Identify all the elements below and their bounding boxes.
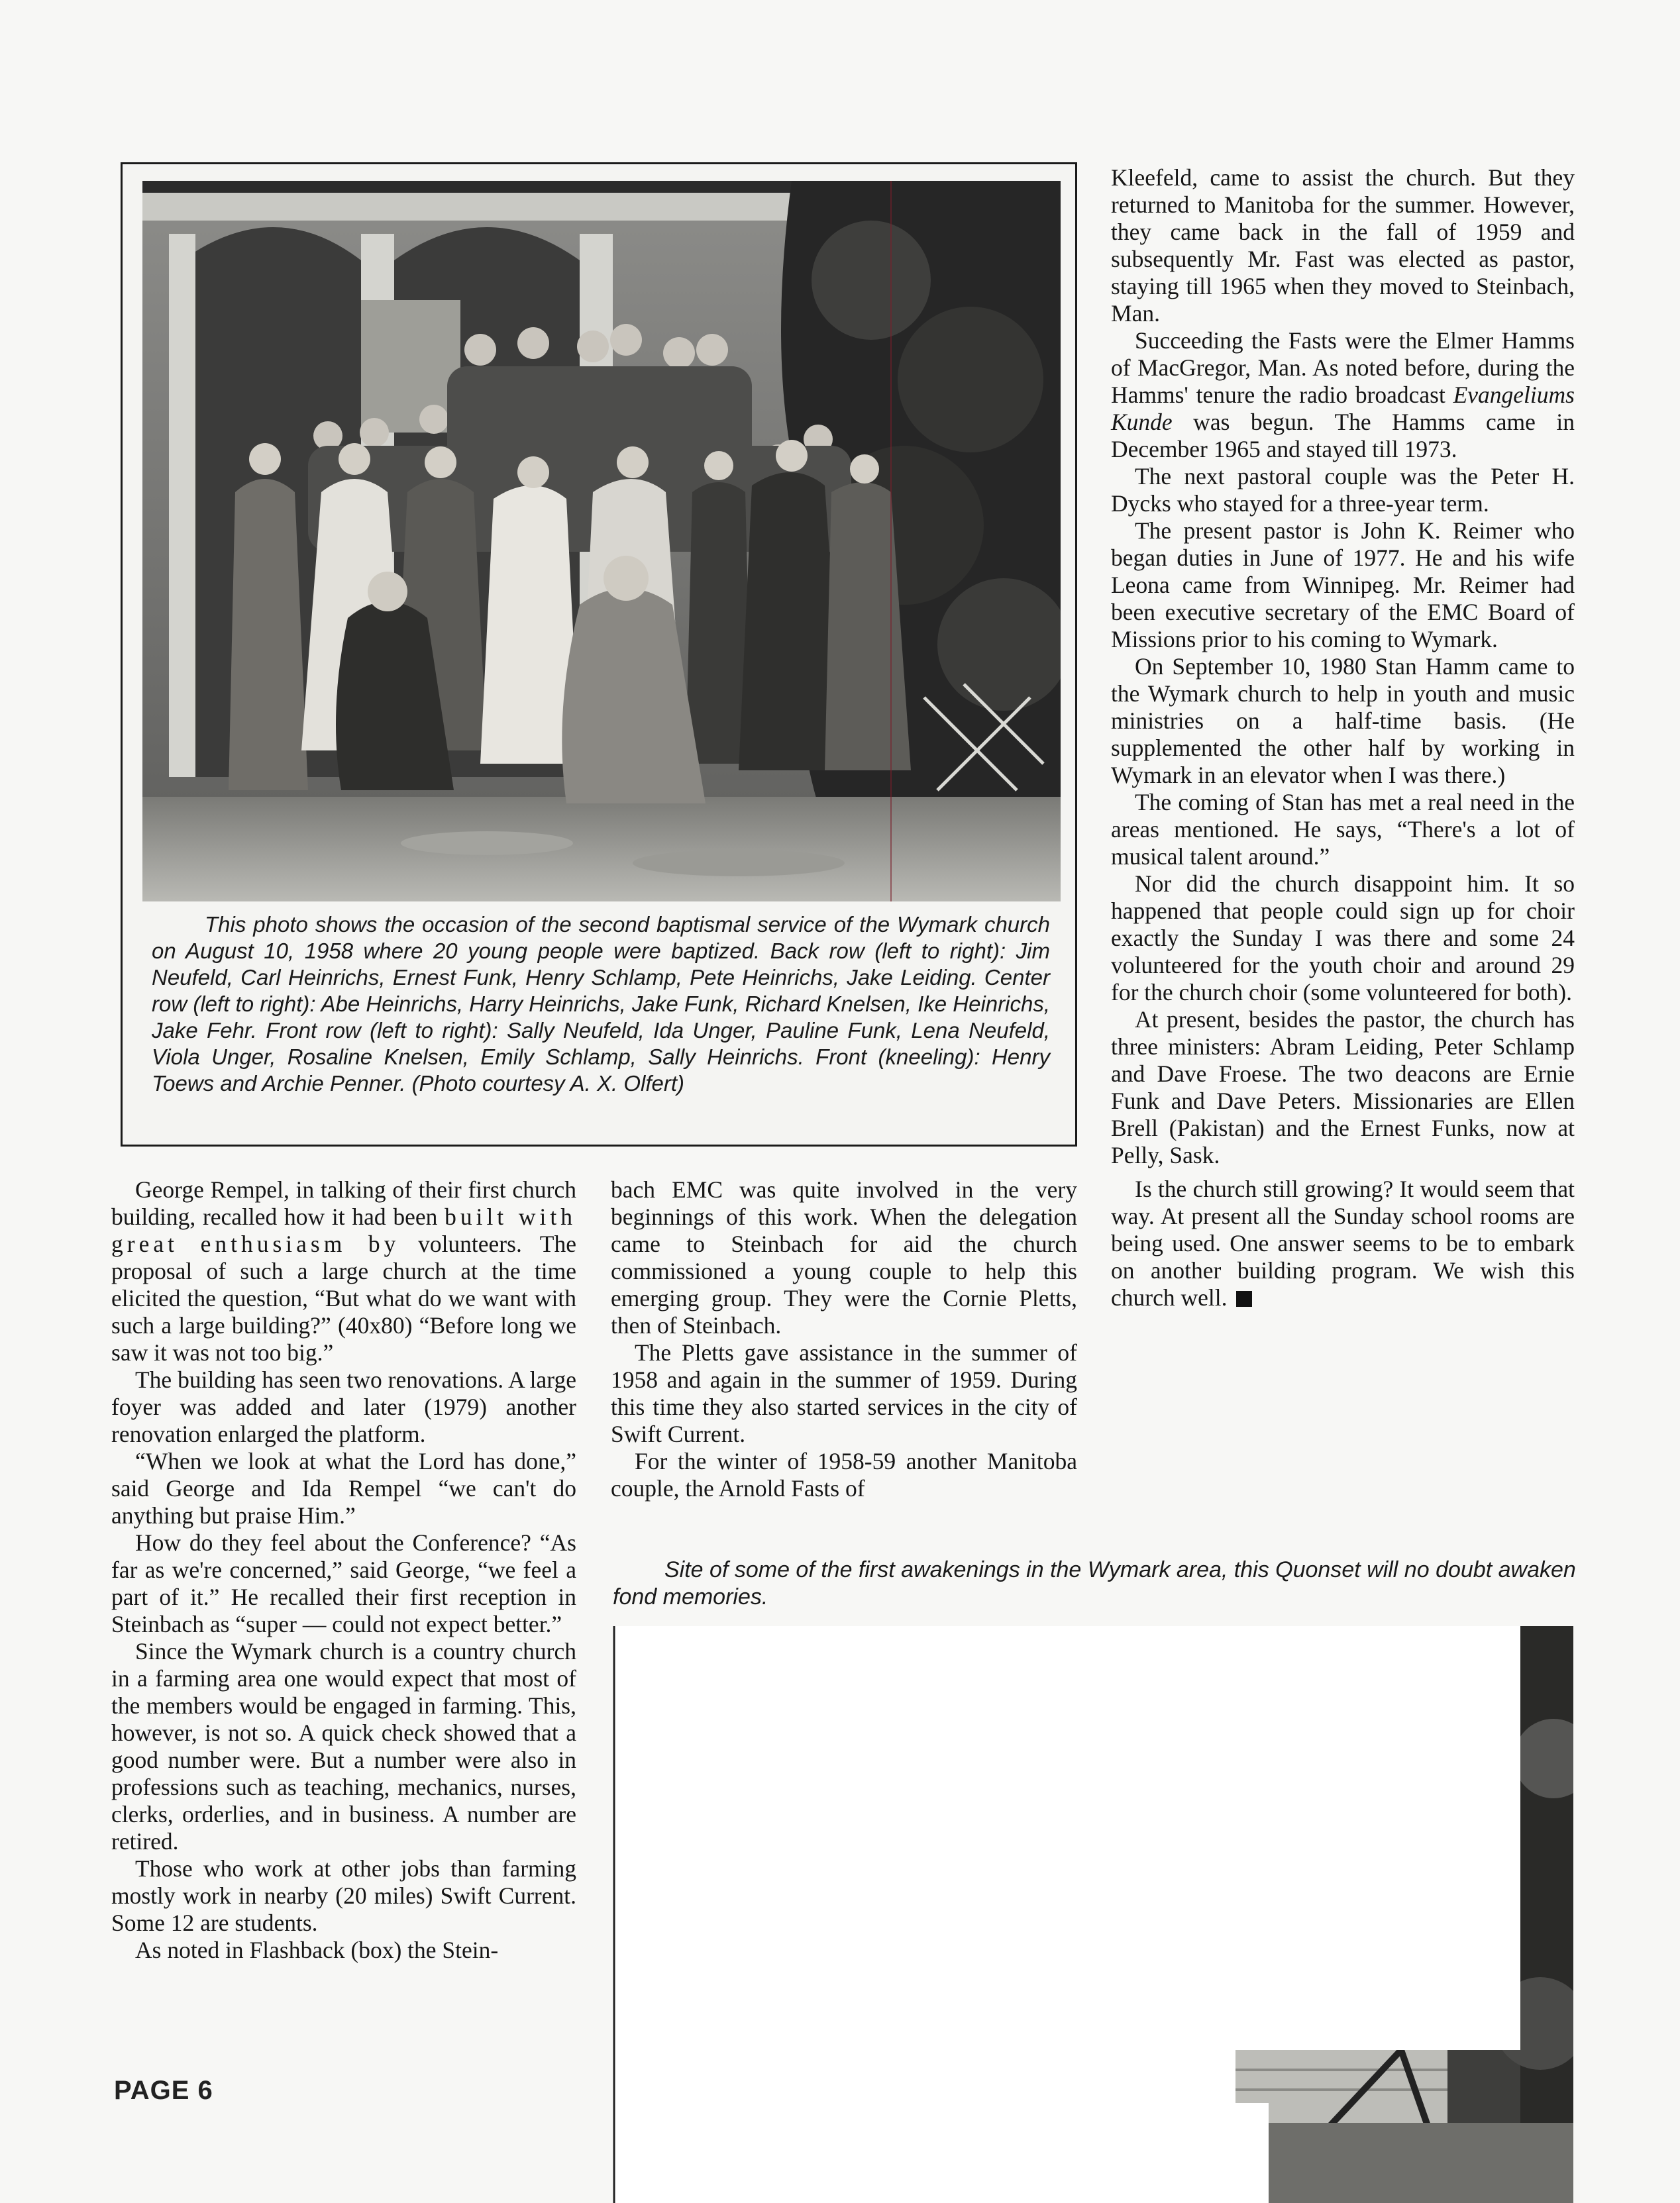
paragraph: As noted in Flashback (box) the Stein- [135, 1937, 499, 1963]
baptism-group-photo [142, 181, 1061, 901]
end-of-article-icon [1236, 1291, 1252, 1307]
right-column-text [1111, 164, 1575, 1311]
radio-broadcast-title: Evangeliums Kunde [1111, 382, 1575, 435]
paragraph: “When we look at what the Lord has done,” said George and Ida Rempel “we can't do anything but praise Him.” [111, 1448, 576, 1529]
text-run: Succeeding the Fasts were the Elmer Hamms of MacGregor, Man. As noted before, during the Hamms' tenure the radio broadcast [1111, 327, 1575, 408]
caption-rest: Wymark church on August 10, 1958 where 20 young people were baptized. Back row (left to right): Jim Neufeld, Carl Heinrichs, Ernest Funk, Henry Schlamp, Pete Heinrichs, Jake Leiding. Center row (left to right): Abe Heinrichs, Harry Heinrichs, Jake Funk, Richard Knelsen, Ike Heinrichs, Jake Fehr. Front row (left to right): Sally Neufeld, Ida Unger, Pauline Funk, Lena Neufeld, Viola Unger, Rosaline Knelsen, Emily Schlamp, Sally Heinrichs. Front (kneeling): Henry Toews and Archie Penner. (Photo courtesy A. X. Olfert) [152, 912, 1050, 1096]
paragraph: The Pletts gave assistance in the summer of 1958 and again in the summer of 1959. During this time they also started services in the city of Swift Current. [611, 1339, 1077, 1447]
text-run: Is the church still growing? It would seem that way. At present all the Sunday school rooms are being used. One answer seems to be to embark on another building program. We wish this church well. [1111, 1176, 1575, 1311]
paragraph: Nor did the church disappoint him. It so happened that people could sign up for choir exactly the Sunday I was there and some 24 volunteered for the youth choir and around 29 for the church choir (some volunteered for both). [1111, 870, 1575, 1005]
paragraph: How do they feel about the Conference? “As far as we're concerned,” said George, “we feel a part of it.” He recalled their first reception in Steinbach as “super — could not expect better.” [111, 1529, 576, 1637]
paragraph: Those who work at other jobs than farming mostly work in nearby (20 miles) Swift Current. Some 12 are students. [111, 1855, 576, 1936]
paragraph: The present pastor is John K. Reimer who began duties in June of 1977. He and his wife Leona came from Winnipeg. Mr. Reimer had been executive secretary of the EMC Board of Missions prior to his coming to Wymark. [1111, 517, 1575, 652]
paragraph: Kleefeld, came to assist the church. But they returned to Manitoba for the summer. However, they came back in the fall of 1959 and subsequently Mr. Fast was elected as pastor, staying till 1965 when they moved to Steinbach, Man. [1111, 164, 1575, 327]
baptism-photo-caption [152, 911, 1050, 1097]
paragraph: The next pastoral couple was the Peter H. Dycks who stayed for a three-year term. [1111, 463, 1575, 517]
paragraph: The building has seen two renovations. A large foyer was added and later (1979) another renovation enlarged the platform. [111, 1366, 576, 1447]
paragraph [111, 1176, 576, 1366]
text-run: volunteers. The proposal of such a large church at the time elicited the question, “But what do we want with such a large building?” (40x80) “Before long we saw it was not too big.” [111, 1231, 576, 1366]
paragraph [1111, 1176, 1575, 1311]
caption-lead: Site of some of the first awakenings in the Wymark area, this Quonset will no [664, 1557, 1430, 1582]
baptism-photo-figure [121, 162, 1077, 1147]
text-run: built with great enthusiasm by [111, 1204, 577, 1257]
left-column-text [111, 1176, 576, 1964]
middle-column-text [611, 1176, 1077, 1502]
paragraph: Since the Wymark church is a country church in a farming area one would expect that most of the members would be engaged in farming. This, however, is not so. A quick check showed that a good number were. But a number were also in professions such as teaching, mechanics, nurses, clerks, orderlies, and in business. A number are retired. [111, 1638, 576, 1855]
quonset-photo-caption [613, 1557, 1587, 1611]
text-run: George Rempel, in talking of their first church building, recalled how it had been [111, 1176, 576, 1230]
quonset-photo [613, 1626, 1573, 2203]
paragraph: At present, besides the pastor, the church has three ministers: Abram Leiding, Peter Schlamp and Dave Froese. The two deacons are Ernie Funk and Dave Peters. Missionaries are Ellen Brell (Pakistan) and the Ernest Funks, now at Pelly, Sask. [1111, 1006, 1575, 1168]
caption-lead: This photo shows the occasion of the second baptismal service of the [205, 912, 890, 937]
text-run: was begun. The Hamms came in December 1965 and stayed till 1973. [1111, 409, 1575, 462]
paragraph: For the winter of 1958-59 another Manitoba couple, the Arnold Fasts of [611, 1448, 1077, 1502]
paragraph: On September 10, 1980 Stan Hamm came to the Wymark church to help in youth and music ministries on a half-time basis. (He supplemented the other half by working in Wymark in an elevator when I was there.) [1111, 653, 1575, 788]
caption-rest: doubt awaken fond memories. [613, 1557, 1576, 1610]
paragraph [1111, 327, 1575, 463]
paragraph: bach EMC was quite involved in the very beginnings of this work. When the delegation came to Steinbach for aid the church commissioned a young couple to help this emerging group. They were the Cornie Pletts, then of Steinbach. [611, 1176, 1077, 1339]
paragraph: The coming of Stan has met a real need in the areas mentioned. He says, “There's a lot of musical talent around.” [1111, 789, 1575, 870]
page-number: PAGE 6 [114, 2076, 213, 2105]
